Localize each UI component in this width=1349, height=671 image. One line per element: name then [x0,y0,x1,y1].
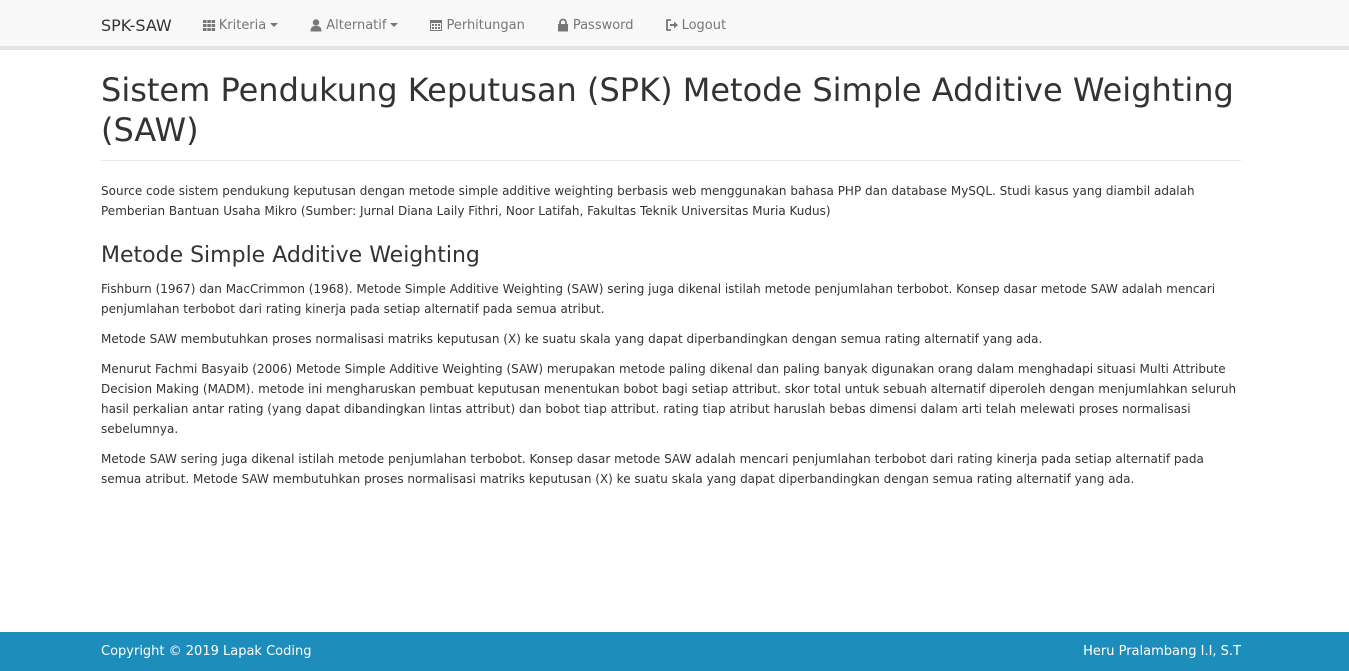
navbar-content [101,0,757,50]
section-paragraph: Menurut Fachmi Basyaib (2006) Metode Simple Additive Weighting (SAW) merupakan metode paling dikenal dan paling banyak digunakan orang dalam menghadapi situasi Multi Attribute Decision Making (MADM). metode ini mengharuskan pembuat keputusan menentukan bobot bagi setiap attribut. skor total untuk sebuah alternatif diperoleh dengan menjumlahkan seluruh hasil perkalian antar rating (yang dapat dibandingkan lintas attribut) dan bobot tiap attribut. rating tiap atribut haruslah bebas dimensi dalam arti telah melewati proses normalisasi sebelumnya. [101,362,1237,436]
saw-section [101,241,1241,489]
nav-item-label: Alternatif [326,17,387,33]
footer-author: Heru Pralambang I.I, S.T [1083,644,1241,659]
nav-item-password[interactable] [556,18,634,33]
chevron-down-icon [390,23,398,27]
nav-item-perhitungan[interactable] [429,18,524,33]
intro-paragraph: Source code sistem pendukung keputusan dengan metode simple additive weighting berbasis web menggunakan bahasa PHP dan database MySQL. Studi kasus yang diambil adalah Pemberian Bantuan Usaha Mikro (Sumber: Jurnal Diana Laily Fithri, Noor Latifah, Fakultas Teknik Universitas Muria Kudus) [101,184,1195,218]
footer [0,632,1349,671]
user-icon [309,18,323,32]
logout-icon [665,18,679,32]
lock-icon [556,18,570,32]
nav-item-label: Logout [681,17,727,33]
footer-copyright: Copyright © 2019 Lapak Coding [101,644,312,659]
nav-item-logout[interactable] [665,18,727,33]
section-paragraph: Metode SAW sering juga dikenal istilah metode penjumlahan terbobot. Konsep dasar metode SAW adalah mencari penjumlahan terbobot dari rating kinerja pada setiap alternatif pada semua atribut. Metode SAW membutuhkan proses normalisasi matriks keputusan (X) ke suatu skala yang dapat diperbandingkan dengan semua rating alternatif yang ada. [101,452,1204,486]
nav-item-alternatif[interactable] [309,18,398,33]
section-paragraph: Fishburn (1967) dan MacCrimmon (1968). Metode Simple Additive Weighting (SAW) sering juga dikenal istilah metode penjumlahan terbobot. Konsep dasar metode SAW adalah mencari penjumlahan terbobot dari rating kinerja pada setiap alternatif pada semua atribut. [101,282,1216,316]
main-content [101,70,1241,499]
nav-item-label: Kriteria [218,17,267,33]
top-navbar [0,0,1349,50]
nav-item-kriteria[interactable] [202,18,279,33]
section-paragraph: Metode SAW membutuhkan proses normalisasi matriks keputusan (X) ke suatu skala yang dapat diperbandingkan dengan semua rating alternatif yang ada. [101,332,1043,346]
grid-icon [202,18,216,32]
page-title: Sistem Pendukung Keputusan (SPK) Metode Simple Additive Weighting (SAW) [101,70,1241,161]
chevron-down-icon [270,23,278,27]
nav-item-label: Perhitungan [446,17,525,33]
brand-link[interactable]: SPK-SAW [101,15,172,35]
calendar-icon [429,18,443,32]
section-title: Metode Simple Additive Weighting [101,243,480,268]
nav-item-label: Password [572,17,634,33]
